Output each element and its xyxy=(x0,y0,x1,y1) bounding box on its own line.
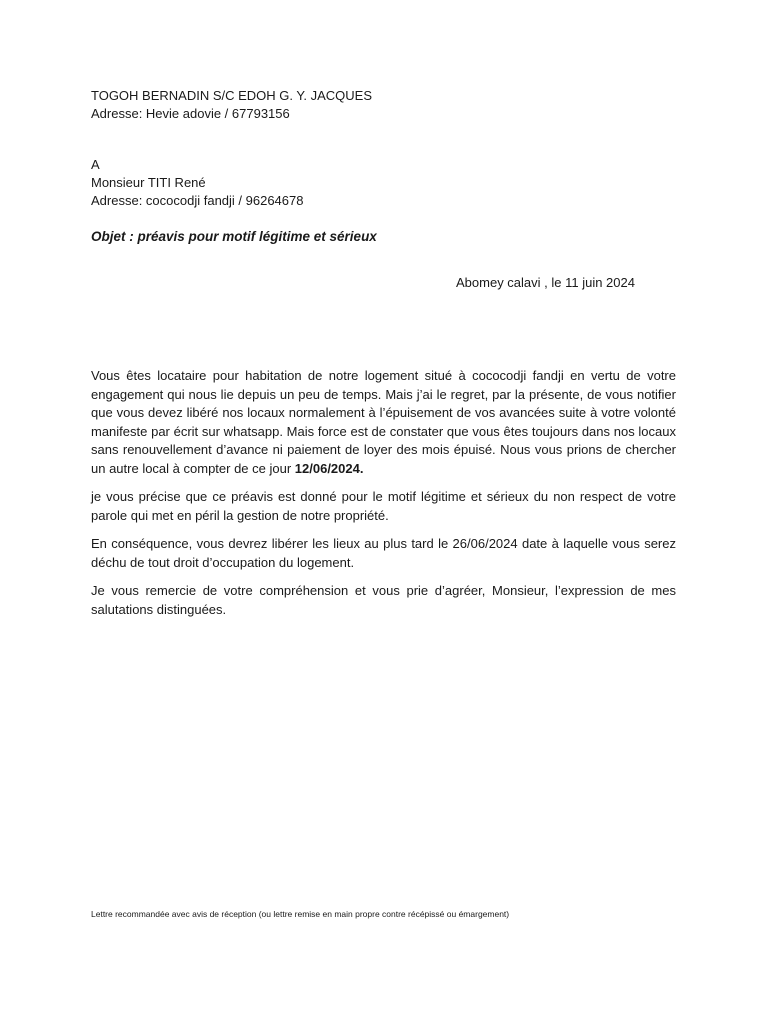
recipient-prefix: A xyxy=(91,157,100,172)
sender-name: TOGOH BERNADIN S/C EDOH G. Y. JACQUES xyxy=(91,88,373,103)
letter-body xyxy=(91,367,676,629)
body-paragraph-4: Je vous remercie de votre compréhension et vous prie d’agréer, Monsieur, l’expression de mes salutations distinguées. xyxy=(91,583,676,617)
footer-note: Lettre recommandée avec avis de réception (ou lettre remise en main propre contre récépissé ou émargement) xyxy=(91,909,510,919)
body-paragraph-1 xyxy=(91,367,676,478)
sender-address: Adresse: Hevie adovie / 67793156 xyxy=(91,106,290,121)
recipient-name: Monsieur TITI René xyxy=(91,175,206,190)
place-date: Abomey calavi , le 11 juin 2024 xyxy=(456,275,635,290)
letter-subject: Objet : préavis pour motif légitime et sérieux xyxy=(91,229,377,244)
deadline-date: 12/06/2024. xyxy=(294,460,364,476)
body-paragraph-3: En conséquence, vous devrez libérer les lieux au plus tard le 26/06/2024 date à laquelle vous serez déchu de tout droit d’occupation du logement. xyxy=(91,536,676,570)
body-paragraph-1-text: Vous êtes locataire pour habitation de notre logement situé à cococodji fandji en vertu de votre engagement qui nous lie depuis un peu de temps. Mais j’ai le regret, par la présente, de vous notifier que vous devez libéré nos locaux normalement à l’épuisement de vos avancées suite à votre volonté manifeste par écrit sur whatsapp. Mais force est de constater que vous êtes toujours dans nos locaux sans renouvellement d’avance ni paiement de loyer des mois épuisé. Nous vous prions de chercher un autre local à compter de ce jour xyxy=(91,368,676,476)
body-paragraph-2: je vous précise que ce préavis est donné pour le motif légitime et sérieux du non respect de votre parole qui met en péril la gestion de notre propriété. xyxy=(91,489,676,523)
recipient-address: Adresse: cococodji fandji / 96264678 xyxy=(91,193,304,208)
